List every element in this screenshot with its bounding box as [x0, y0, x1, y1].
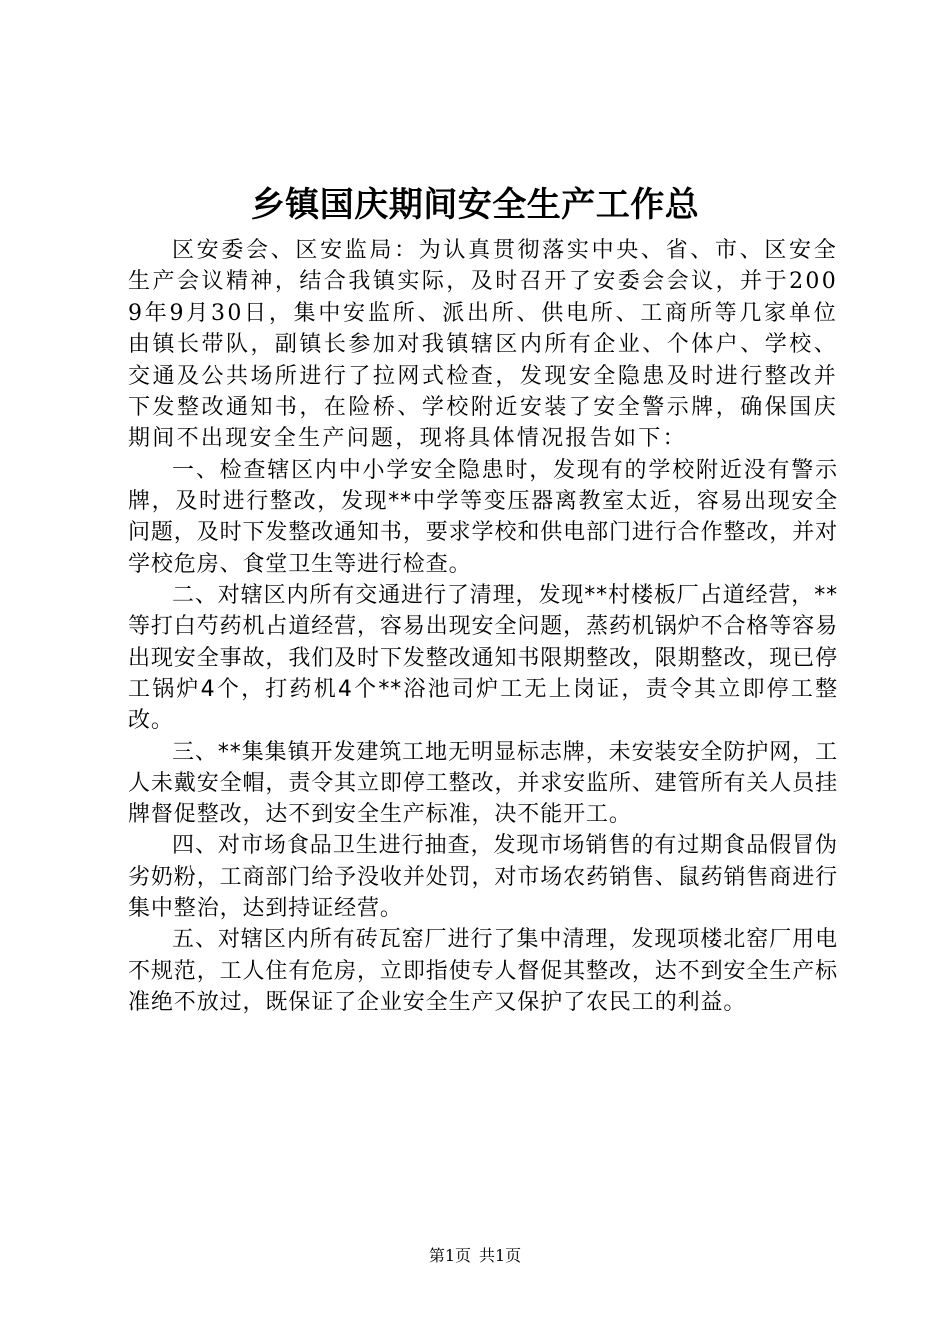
document-title: 乡镇国庆期间安全生产工作总 [250, 185, 700, 225]
section-two-paragraph: 二、对辖区内所有交通进行了清理，发现**村楼板厂占道经营，**等打白芍药机占道经营，容易出现安全问题，蒸药机锅炉不合格等容易出现安全事故，我们及时下发整改通知书限期整改，限期整改，现已停工锅炉4个，打药机4个**浴池司炉工无上岗证，责令其立即停工整改。 [128, 583, 838, 734]
page-number-total: 共1页 [479, 1246, 522, 1265]
page-footer [0, 1244, 950, 1268]
page-number-current: 第1页 [428, 1246, 471, 1265]
document-body [128, 235, 838, 1018]
section-three-paragraph: 三、**集集镇开发建筑工地无明显标志牌，未安装安全防护网，工人未戴安全帽，责令其立即停工整改，并求安监所、建管所有关人员挂牌督促整改，达不到安全生产标准，决不能开工。 [128, 739, 838, 828]
intro-paragraph: 区安委会、区安监局：为认真贯彻落实中央、省、市、区安全生产会议精神，结合我镇实际，及时召开了安委会会议，并于2009年9月30日，集中安监所、派出所、供电所、工商所等几家单位由镇长带队，副镇长参加对我镇辖区内所有企业、个体户、学校、交通及公共场所进行了拉网式检查，发现安全隐患及时进行整改并下发整改通知书，在险桥、学校附近安装了安全警示牌，确保国庆期间不出现安全生产问题，现将具体情况报告如下： [128, 238, 838, 452]
section-one-paragraph: 一、检查辖区内中小学安全隐患时，发现有的学校附近没有警示牌，及时进行整改，发现**中学等变压器离教室太近，容易出现安全问题，及时下发整改通知书，要求学校和供电部门进行合作整改，并对学校危房、食堂卫生等进行检查。 [128, 457, 838, 577]
section-four-paragraph: 四、对市场食品卫生进行抽查，发现市场销售的有过期食品假冒伪劣奶粉，工商部门给予没收并处罚，对市场农药销售、鼠药销售商进行集中整治，达到持证经营。 [128, 833, 838, 921]
section-five-paragraph: 五、对辖区内所有砖瓦窑厂进行了集中清理，发现项楼北窑厂用电不规范，工人住有危房，立即指使专人督促其整改，达不到安全生产标准绝不放过，既保证了企业安全生产又保护了农民工的利益。 [128, 927, 838, 1015]
